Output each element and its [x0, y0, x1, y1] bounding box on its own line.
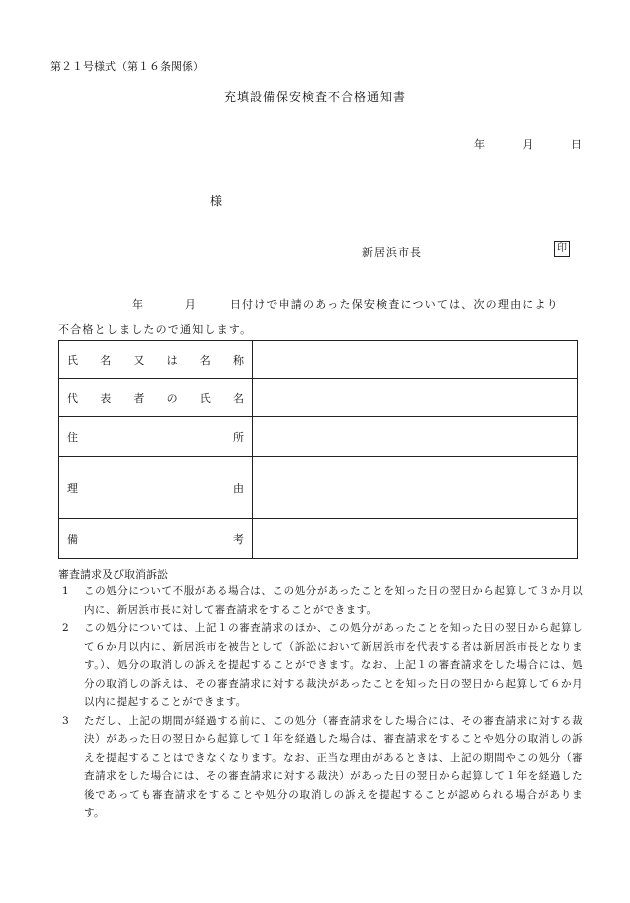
- issuer-name: 新居浜市長: [362, 246, 422, 259]
- row-value-remarks[interactable]: [253, 519, 578, 559]
- label-char: 名: [100, 353, 112, 367]
- list-item: [58, 619, 583, 712]
- info-table: [58, 340, 578, 559]
- row-value-representative[interactable]: [253, 379, 578, 417]
- date-month: 月: [522, 138, 534, 151]
- note-text: この処分については、上記１の審査請求のほか、この処分があったことを知った日の翌日から起算して６か月以内に、新居浜市を被告として（訴訟において新居浜市を代表する者は新居浜市長となります。）、処分の取消しの訴えを提起することができます。なお、上記１の審査請求をした場合には、処分の取消しの訴えは、その審査請求に対する裁決があったことを知った日の翌日から起算して６か月以内に提起することができます。: [84, 622, 583, 708]
- label-char: 名: [232, 391, 244, 405]
- date-year: 年: [474, 138, 485, 151]
- label-char: 所: [233, 430, 244, 444]
- label-char: 備: [67, 532, 78, 546]
- appeal-heading: 審査請求及び取消訴訟: [58, 568, 168, 581]
- label-char: 代: [67, 391, 78, 405]
- label-char: は: [166, 353, 178, 367]
- intro-year: 年: [132, 298, 145, 311]
- row-value-name[interactable]: [253, 341, 578, 379]
- date-day: 日: [571, 138, 582, 151]
- row-label: [59, 519, 253, 559]
- row-label: [59, 379, 253, 417]
- note-number: 1: [62, 585, 70, 597]
- form-number: 第２１号様式（第１６条関係）: [50, 60, 204, 73]
- row-label: [59, 457, 253, 519]
- label-char: 氏: [67, 353, 78, 367]
- label-char: 表: [100, 391, 112, 405]
- label-char: 又: [133, 353, 145, 367]
- note-number: 2: [62, 622, 70, 634]
- label-char: 由: [233, 481, 244, 495]
- label-char: の: [166, 391, 178, 405]
- row-value-reason[interactable]: [253, 457, 578, 519]
- table-row: [59, 417, 578, 457]
- label-char: 名: [199, 353, 211, 367]
- addressee-honorific: 様: [210, 194, 223, 208]
- date-line: [474, 136, 582, 152]
- intro-line-1: [58, 296, 578, 312]
- document-title: 充填設備保安検査不合格通知書: [223, 90, 406, 104]
- table-row: [59, 379, 578, 417]
- table-row: [59, 519, 578, 559]
- label-char: 考: [233, 532, 244, 546]
- intro-text: 日付けで申請のあった保安検査については、次の理由により: [229, 298, 559, 311]
- table-row: [59, 341, 578, 379]
- intro-line-2: 不合格としましたので通知します。: [58, 323, 253, 336]
- row-label: [59, 341, 253, 379]
- note-text: この処分について不服がある場合は、この処分があったことを知った日の翌日から起算して３か月以内に、新居浜市長に対して審査請求をすることができます。: [84, 585, 583, 616]
- list-item: [58, 582, 583, 619]
- row-value-address[interactable]: [253, 417, 578, 457]
- intro-month: 月: [184, 298, 198, 311]
- table-row: [59, 457, 578, 519]
- note-number: 3: [62, 714, 70, 727]
- label-char: 者: [133, 391, 145, 405]
- label-char: 氏: [199, 391, 211, 405]
- label-char: 理: [67, 481, 78, 495]
- label-char: 住: [67, 430, 78, 444]
- row-label: [59, 417, 253, 457]
- appeal-notes: [58, 582, 583, 823]
- label-char: 称: [232, 353, 244, 367]
- list-item: [58, 712, 583, 823]
- seal-box: 印: [554, 241, 570, 257]
- note-text: ただし、上記の期間が経過する前に、この処分（審査請求をした場合には、その審査請求に対する裁決）があった日の翌日から起算して１年を経過した場合は、審査請求をすることや処分の取消しの訴えを提起することはできなくなります。なお、正当な理由があるときは、上記の期間やこの処分（審査請求をした場合には、その審査請求に対する裁決）があった日の翌日から起算して１年を経過した後であっても審査請求をすることや処分の取消しの訴えを提起することが認められる場合があります。: [84, 714, 583, 819]
